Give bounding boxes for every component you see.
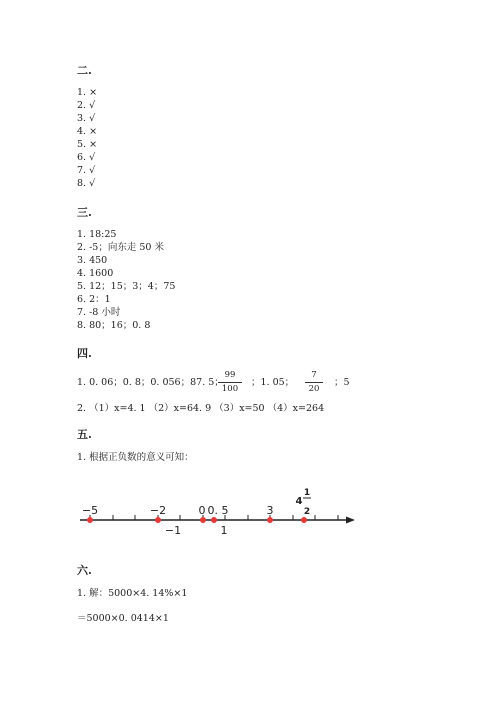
section-4-line1-c: ；5 xyxy=(334,377,350,388)
section-2-heading: 二. xyxy=(77,64,92,77)
fraction-numerator: 99 xyxy=(224,370,236,380)
list-item: 7. √ xyxy=(77,165,96,176)
point-minus-2 xyxy=(155,517,161,523)
list-item: 2. √ xyxy=(77,100,96,111)
list-item: 4. × xyxy=(77,126,98,137)
label-zero-point-five: 0. 5 xyxy=(207,504,229,517)
section-4-line1-a: 1. 0. 06；0. 8；0. 056；87. 5； xyxy=(77,377,224,388)
list-item: 3. √ xyxy=(77,113,96,124)
list-item: 5. × xyxy=(77,139,98,150)
section-5-heading: 五. xyxy=(77,428,92,441)
label-three: 3 xyxy=(266,504,274,517)
number-line xyxy=(75,483,365,543)
section-3-list xyxy=(77,228,175,332)
list-item: 3. 450 xyxy=(77,255,108,266)
mixed-number-numerator: 1 xyxy=(303,488,311,498)
point-three xyxy=(267,517,273,523)
section-4-line1-b: ；1. 05； xyxy=(251,377,295,388)
point-zero-point-five xyxy=(211,517,217,523)
list-item: 6. √ xyxy=(77,152,96,163)
section-4-line2: 2. （1）x=4. 1 （2）x=64. 9 （3）x=50 （4）x=264 xyxy=(77,403,325,414)
mixed-number-denominator: 2 xyxy=(303,507,311,517)
list-item: 1. 18:25 xyxy=(77,229,117,240)
list-item: 5. 12；15；3；4；75 xyxy=(77,281,176,292)
fraction-denominator: 100 xyxy=(221,384,239,394)
arrow-icon xyxy=(346,517,355,524)
fraction-bar xyxy=(218,382,242,383)
label-one: 1 xyxy=(220,524,228,537)
list-item: 8. √ xyxy=(77,178,96,189)
list-item: 4. 1600 xyxy=(77,268,114,279)
mixed-number-whole: 4 xyxy=(295,496,303,507)
section-6-line2: ＝5000×0. 0414×1 xyxy=(77,613,169,624)
list-item: 8. 80；16；0. 8 xyxy=(77,320,151,331)
fraction-numerator: 7 xyxy=(311,370,317,380)
label-minus-2: −2 xyxy=(149,504,167,517)
section-3-heading: 三. xyxy=(77,206,92,219)
label-minus-5: −5 xyxy=(81,504,99,517)
fraction xyxy=(218,370,242,395)
fraction-denominator: 20 xyxy=(308,384,320,394)
fraction-bar xyxy=(305,382,323,383)
point-zero xyxy=(200,517,206,523)
section-6-heading: 六. xyxy=(77,564,92,577)
point-four-and-half xyxy=(301,517,307,523)
label-minus-1: −1 xyxy=(164,524,182,537)
list-item: 6. 2：1 xyxy=(77,294,111,305)
section-2-list xyxy=(77,86,97,190)
list-item: 1. × xyxy=(77,87,98,98)
section-5-line1: 1. 根据正负数的意义可知： xyxy=(77,452,194,463)
section-4-heading: 四. xyxy=(77,347,92,360)
list-item: 7. -8 小时 xyxy=(77,307,121,318)
point-minus-5 xyxy=(87,517,93,523)
label-zero: 0 xyxy=(198,504,206,517)
list-item: 2. -5；向东走 50 米 xyxy=(77,242,164,253)
fraction xyxy=(305,370,323,395)
section-6-line1: 1. 解：5000×4. 14%×1 xyxy=(77,588,188,599)
